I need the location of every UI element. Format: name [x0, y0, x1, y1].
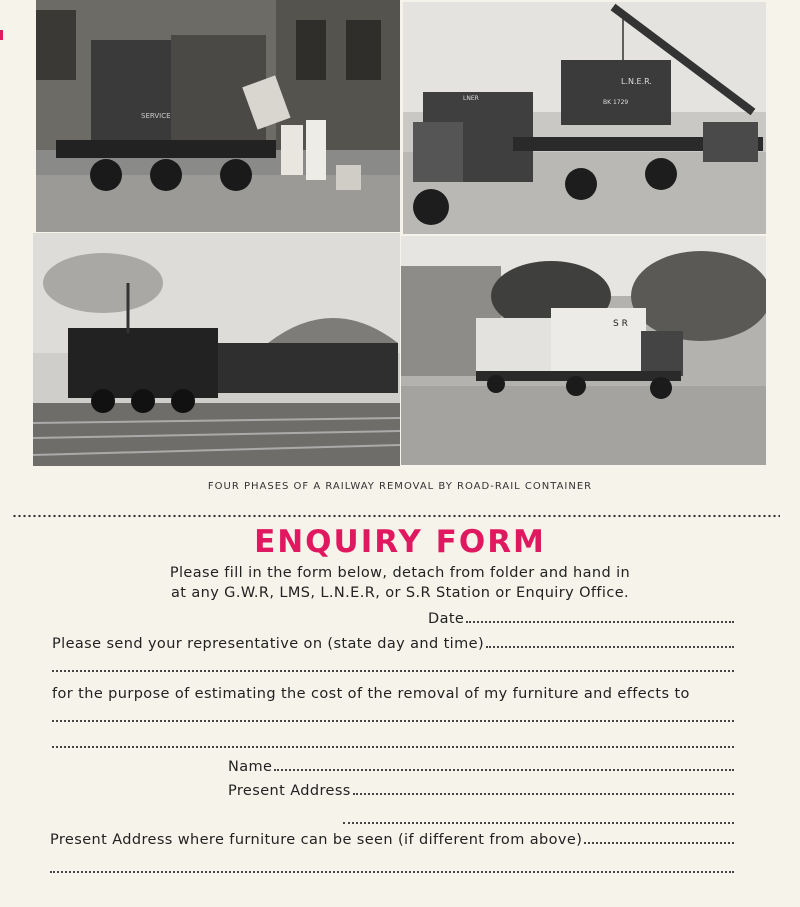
destination-line-2[interactable] — [52, 746, 734, 748]
furniture-address-label: Present Address where furniture can be seen (if different from above) — [50, 832, 583, 848]
name-label: Name — [228, 759, 273, 775]
container-code-text: BK 1729 — [603, 99, 629, 106]
form-instruction-line2: at any G.W.R, LMS, L.N.E.R, or S.R Station or Enquiry Office. — [170, 585, 630, 601]
present-address-label: Present Address — [228, 783, 351, 799]
perforation-line — [12, 514, 780, 518]
representative-dotted-line[interactable] — [486, 645, 734, 648]
date-label: Date — [428, 611, 465, 627]
purpose-label: for the purpose of estimating the cost of the removal of my furniture and effects to — [52, 686, 690, 702]
edge-mark — [0, 30, 3, 40]
photo-lorries-containers — [401, 236, 766, 465]
photo-steam-train — [33, 233, 400, 466]
photo-crane-lift — [403, 2, 766, 234]
container-lner-text: L.N.E.R. — [621, 77, 652, 86]
furniture-address-dotted-line[interactable] — [584, 841, 734, 844]
form-title: ENQUIRY FORM — [254, 524, 546, 560]
representative-continuation-line[interactable] — [52, 670, 734, 672]
lorry-cab-text: LNER — [463, 95, 479, 102]
photo-caption: FOUR PHASES OF A RAILWAY REMOVAL BY ROAD-RAIL CONTAINER — [207, 481, 593, 492]
name-dotted-line[interactable] — [274, 768, 734, 771]
present-address-field[interactable] — [228, 783, 734, 799]
form-instruction-line1: Please fill in the form below, detach from folder and hand in — [169, 565, 631, 581]
representative-field[interactable] — [52, 636, 734, 652]
furniture-address-continuation-line[interactable] — [50, 871, 734, 873]
photo-container-loading — [36, 0, 400, 232]
furniture-address-field[interactable] — [50, 832, 734, 848]
van-side-text: SERVICE — [141, 112, 171, 120]
container-sr-text: S R — [613, 319, 628, 329]
purpose-text — [52, 686, 742, 702]
date-field[interactable] — [428, 611, 734, 627]
present-address-continuation-line[interactable] — [343, 822, 734, 824]
representative-label: Please send your representative on (state day and time) — [52, 636, 484, 652]
destination-line-1[interactable] — [52, 720, 734, 722]
date-dotted-line[interactable] — [466, 620, 734, 623]
present-address-dotted-line[interactable] — [353, 792, 734, 795]
name-field[interactable] — [228, 759, 734, 775]
